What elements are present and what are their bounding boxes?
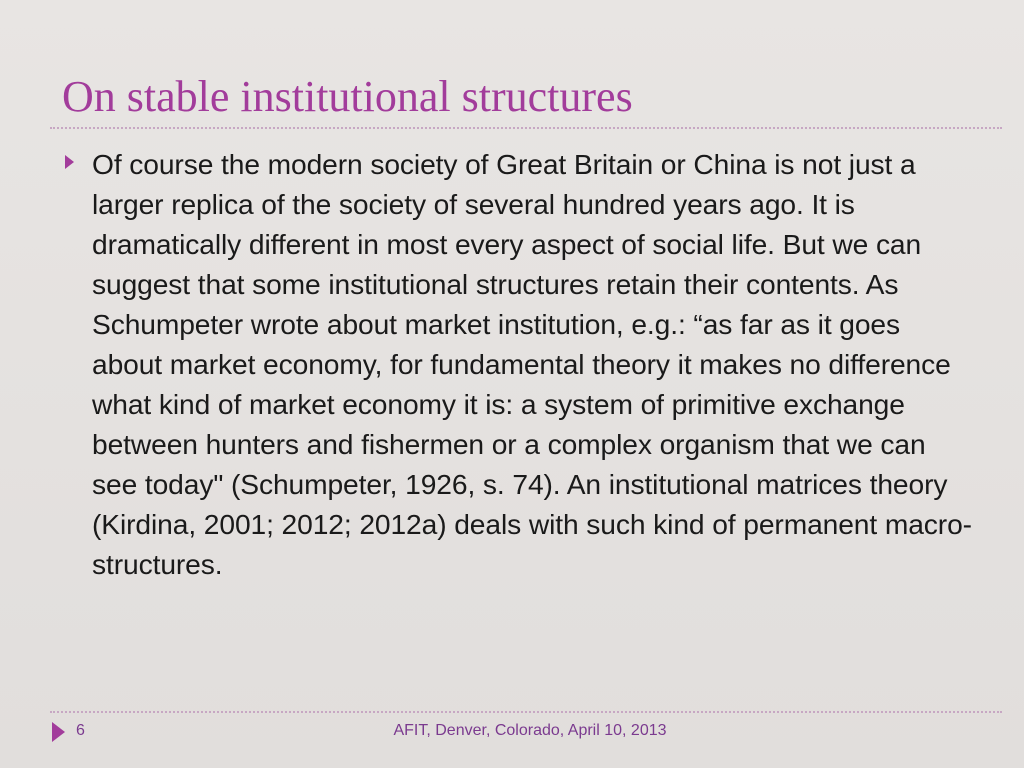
footer-divider	[50, 711, 1002, 713]
triangle-arrow-icon	[52, 722, 65, 742]
slide-title: On stable institutional structures	[62, 72, 633, 121]
slide-number: 6	[76, 722, 85, 739]
title-divider	[50, 127, 1002, 129]
footer-text: AFIT, Denver, Colorado, April 10, 2013	[393, 722, 667, 739]
triangle-bullet-icon	[65, 155, 74, 169]
bullet-text: Of course the modern society of Great Britain or China is not just a larger replica of the society of several hundred years ago. It is dramatically different in most every aspect of social life. But we can suggest that some institutional structures retain their contents. As Schumpeter wrote about market institution, e.g.: “as far as it goes about market economy, for fundamental theory it makes no difference what kind of market economy it is: a system of primitive exchange between hunters and fishermen or a complex organism that we can see today" (Schumpeter, 1926, s. 74). An institutional matrices theory (Kirdina, 2001; 2012; 2012a) deals with such kind of permanent macro-structures.	[92, 148, 972, 580]
